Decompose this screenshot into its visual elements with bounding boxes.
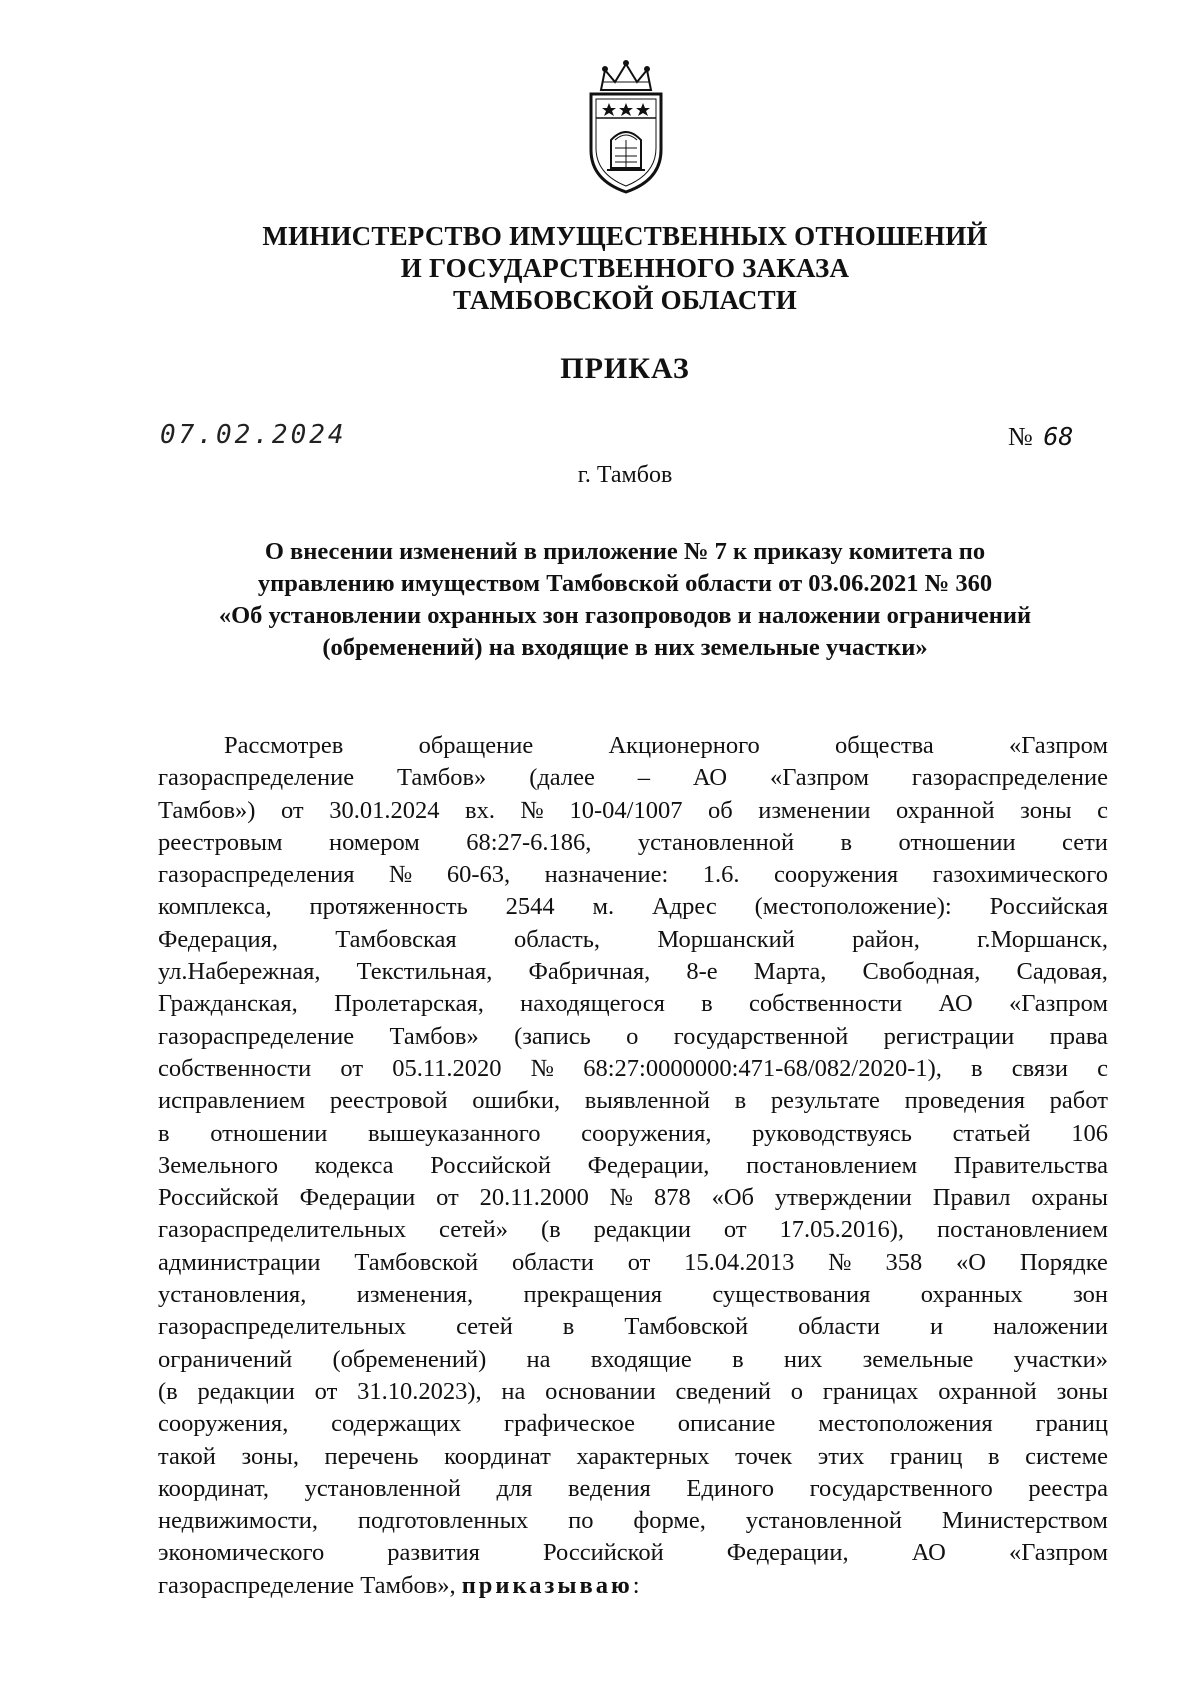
body-word: Российской xyxy=(158,1184,279,1212)
body-word: Моршанский xyxy=(657,925,795,953)
body-word: реестра xyxy=(1028,1474,1108,1502)
body-line xyxy=(158,1053,1108,1085)
body-word: постановлением xyxy=(746,1151,918,1179)
body-line xyxy=(158,1344,1108,1376)
body-word: Акционерного xyxy=(608,732,760,759)
body-word: охраны xyxy=(1031,1184,1108,1212)
body-line xyxy=(158,956,1108,988)
body-word: (запись xyxy=(514,1022,591,1050)
body-word: местоположения xyxy=(818,1410,993,1438)
body-word: АО xyxy=(692,764,728,792)
body-word: Российской xyxy=(542,1539,664,1567)
body-word: границ xyxy=(1035,1410,1108,1438)
number-label: № xyxy=(1008,422,1033,451)
body-word: установленной xyxy=(745,1507,902,1535)
body-word: № xyxy=(530,1054,555,1082)
body-word: (далее xyxy=(529,764,595,792)
body-word: права xyxy=(1049,1022,1108,1050)
body-word: 8-е xyxy=(686,958,718,986)
body-word: об xyxy=(708,796,733,824)
body-word: этих xyxy=(817,1442,865,1470)
body-word: зон xyxy=(1073,1281,1108,1309)
body-word: Адрес xyxy=(651,893,717,921)
body-word: них xyxy=(783,1345,823,1373)
body-line xyxy=(158,859,1108,891)
body-word: 68:27:0000000:471-68/082/2020-1), xyxy=(583,1054,942,1082)
body-line xyxy=(158,1311,1108,1343)
body-word: от xyxy=(340,1054,364,1082)
ministry-line: И ГОСУДАРСТВЕННОГО ЗАКАЗА xyxy=(400,253,850,283)
body-word: Гражданская, xyxy=(158,990,298,1018)
body-word: Федерации, xyxy=(726,1539,849,1567)
body-word: результате xyxy=(770,1087,880,1115)
body-word: входящие xyxy=(590,1345,692,1373)
body-word: развития xyxy=(387,1539,480,1567)
body-word: редакции xyxy=(197,1377,295,1405)
city: г. Тамбов xyxy=(577,462,673,488)
body-word: в xyxy=(562,1313,575,1341)
body-word: сооружения, xyxy=(581,1119,712,1147)
body-word: охранных xyxy=(920,1281,1023,1309)
body-word: от xyxy=(436,1184,459,1212)
body-word: содержащих xyxy=(331,1410,462,1438)
body-word: описание xyxy=(677,1410,776,1438)
body-word: в xyxy=(971,1054,983,1082)
order-number xyxy=(1008,422,1073,452)
body-word: «Газпром xyxy=(1008,732,1108,759)
body-word: г.Моршанск, xyxy=(977,925,1108,953)
body-word: 2544 xyxy=(505,893,555,921)
body-word: участки» xyxy=(1013,1345,1108,1373)
body-word: выявленной xyxy=(584,1087,710,1115)
body-word: постановлением xyxy=(936,1216,1108,1244)
body-word: «Газпром xyxy=(1008,1539,1108,1567)
body-word: газораспределение xyxy=(158,1022,355,1050)
body-word: изменении xyxy=(758,796,871,824)
body-word: общества xyxy=(835,732,934,759)
document-type: ПРИКАЗ xyxy=(560,352,690,385)
coat-of-arms-icon xyxy=(571,58,681,198)
body-word: сетей xyxy=(456,1313,513,1341)
body-word: Тамбовской xyxy=(624,1313,749,1341)
body-line xyxy=(158,1537,1108,1569)
body-word: о xyxy=(790,1377,804,1405)
body-word: охранной xyxy=(938,1377,1037,1405)
body-word: зоны, xyxy=(241,1442,299,1470)
body-word: работ xyxy=(1049,1087,1108,1115)
body-line xyxy=(158,1473,1108,1505)
body-word: Федерации xyxy=(299,1184,416,1212)
body-word: сооружения, xyxy=(158,1410,289,1438)
body-word: № xyxy=(389,861,413,889)
body-word: Пролетарская, xyxy=(334,990,484,1018)
body-word: по xyxy=(568,1507,594,1535)
body-word: форме, xyxy=(633,1507,706,1535)
body-word: утверждении xyxy=(774,1184,912,1212)
body-word: охранной xyxy=(896,796,995,824)
body-word: отношении xyxy=(210,1119,328,1147)
body-word: № xyxy=(520,796,544,824)
body-line xyxy=(158,1441,1108,1473)
body-word: редакции xyxy=(593,1216,691,1244)
body-line xyxy=(158,1118,1108,1150)
body-word: 68:27-6.186, xyxy=(466,828,592,856)
body-word: Тамбов» xyxy=(397,764,487,792)
body-word: Правительства xyxy=(953,1151,1108,1179)
body-word: 31.10.2023), xyxy=(357,1377,482,1405)
body-word: протяженность xyxy=(309,893,468,921)
body-line xyxy=(158,730,1108,762)
body-word: зоны xyxy=(1020,796,1072,824)
body-word: 106 xyxy=(1071,1119,1108,1147)
body-word: Российской xyxy=(430,1151,551,1179)
body-word: 358 xyxy=(885,1248,923,1276)
body-word: и xyxy=(929,1313,944,1341)
body-word: исправлением xyxy=(158,1087,306,1115)
ministry-line: МИНИСТЕРСТВО ИМУЩЕСТВЕННЫХ ОТНОШЕНИЙ xyxy=(262,221,988,251)
subject-line: управлению имуществом Тамбовской области от 03.06.2021 № 360 xyxy=(257,570,993,597)
body-line xyxy=(158,1408,1108,1440)
body-line xyxy=(158,924,1108,956)
body-word: подготовленных xyxy=(357,1507,529,1535)
body-word: установленной xyxy=(637,828,795,856)
body-word: вх. xyxy=(465,796,495,824)
body-word: области xyxy=(798,1313,880,1341)
body-word: газораспределения xyxy=(158,861,355,889)
body-word: – xyxy=(637,764,651,792)
body-word: зоны xyxy=(1056,1377,1108,1405)
body-word: на xyxy=(526,1345,551,1373)
order-colon: : xyxy=(632,1571,640,1599)
body-word: наложении xyxy=(993,1313,1108,1341)
body-word: существования xyxy=(712,1281,871,1309)
body-word: Тамбов») xyxy=(158,796,256,824)
body-word: системе xyxy=(1025,1442,1108,1470)
body-line xyxy=(158,891,1108,923)
body-word: характерных xyxy=(576,1442,710,1470)
body-word: 05.11.2020 xyxy=(392,1054,502,1082)
order-word: приказываю xyxy=(461,1571,633,1599)
body-word: экономического xyxy=(158,1539,325,1567)
body-word: от xyxy=(314,1377,338,1405)
body-word: кодекса xyxy=(314,1151,394,1179)
body-word: 1.6. xyxy=(702,861,740,889)
body-line-last xyxy=(158,1570,1108,1602)
body-word: реестровым xyxy=(158,828,283,856)
body-word: «О xyxy=(956,1248,986,1276)
body-word: «Об xyxy=(711,1184,754,1212)
body-word: (в xyxy=(540,1216,561,1244)
body-word: от xyxy=(723,1216,747,1244)
ministry-line: ТАМБОВСКОЙ ОБЛАСТИ xyxy=(452,285,798,315)
body-word: район, xyxy=(852,925,920,953)
body-word: с xyxy=(1097,1054,1108,1082)
body-line xyxy=(158,795,1108,827)
body-line xyxy=(158,762,1108,794)
body-line xyxy=(158,827,1108,859)
body-word: основании xyxy=(545,1377,656,1405)
body-word: государственной xyxy=(673,1022,849,1050)
body-line xyxy=(158,1247,1108,1279)
body-paragraph xyxy=(158,730,1108,1602)
body-word: Федерации, xyxy=(587,1151,710,1179)
body-word: от xyxy=(281,796,304,824)
body-word: 30.01.2024 xyxy=(329,796,440,824)
body-word: Марта, xyxy=(753,958,827,986)
body-word: «Газпром xyxy=(1008,990,1108,1018)
body-word: точек xyxy=(735,1442,793,1470)
body-word: области xyxy=(511,1248,594,1276)
body-word: АО xyxy=(911,1539,946,1567)
body-word: м. xyxy=(592,893,615,921)
body-word: координат, xyxy=(158,1474,270,1502)
body-word: сети xyxy=(1062,828,1108,856)
body-word: недвижимости, xyxy=(158,1507,319,1535)
body-word: в xyxy=(701,990,713,1018)
body-word: (обременений) xyxy=(332,1345,487,1373)
subject-line: (обременений) на входящие в них земельные участки» xyxy=(322,634,928,661)
order-date: 07.02.2024 xyxy=(160,420,347,450)
body-word: реестровой xyxy=(329,1087,448,1115)
body-word: область, xyxy=(513,925,601,953)
body-word: «Газпром xyxy=(769,764,869,792)
body-word: ул.Набережная, xyxy=(158,958,321,986)
body-word: администрации xyxy=(158,1248,321,1276)
body-word: статьей xyxy=(952,1119,1031,1147)
body-word: графическое xyxy=(504,1410,635,1438)
body-word: 60-63, xyxy=(446,861,511,889)
body-word: Садовая, xyxy=(1016,958,1108,986)
body-line xyxy=(158,988,1108,1020)
body-word: в xyxy=(732,1345,744,1373)
body-word: руководствуясь xyxy=(752,1119,912,1147)
body-word: в xyxy=(988,1442,1000,1470)
body-word: газораспределение xyxy=(158,764,355,792)
body-word: ограничений xyxy=(158,1345,293,1373)
body-word: на xyxy=(501,1377,526,1405)
body-word: газораспределительных xyxy=(158,1313,407,1341)
body-word: отношении xyxy=(898,828,1016,856)
body-word: номером xyxy=(328,828,420,856)
body-word: Российская xyxy=(989,893,1108,921)
body-word: назначение: xyxy=(544,861,669,889)
body-word: собственности xyxy=(749,990,903,1018)
body-word: Порядке xyxy=(1019,1248,1108,1276)
body-word: 878 xyxy=(653,1184,691,1212)
body-word: установленной xyxy=(304,1474,461,1502)
body-line xyxy=(158,1150,1108,1182)
body-word: газораспределительных xyxy=(158,1216,407,1244)
body-word: прекращения xyxy=(523,1281,663,1309)
body-word: Тамбовской xyxy=(354,1248,479,1276)
body-word: ведения xyxy=(568,1474,651,1502)
ministry-name xyxy=(0,220,1200,316)
body-word: Тамбовская xyxy=(335,925,457,953)
body-word: газораспределение xyxy=(911,764,1108,792)
body-word: с xyxy=(1097,796,1108,824)
body-word: газохимического xyxy=(932,861,1108,889)
body-word: Единого xyxy=(686,1474,774,1502)
body-word: АО xyxy=(938,990,973,1018)
subject-line: О внесении изменений в приложение № 7 к приказу комитета по xyxy=(264,538,986,565)
body-word: изменения, xyxy=(356,1281,474,1309)
body-word: № xyxy=(828,1248,852,1276)
body-word: сведений xyxy=(675,1377,771,1405)
body-word: собственности xyxy=(158,1054,312,1082)
body-word: земельные xyxy=(862,1345,974,1373)
body-word: ошибки, xyxy=(472,1087,561,1115)
body-line xyxy=(158,1505,1108,1537)
body-word: границ xyxy=(889,1442,963,1470)
body-word: комплекса, xyxy=(158,893,272,921)
body-word: 20.11.2000 xyxy=(479,1184,589,1212)
body-word: государственного xyxy=(809,1474,993,1502)
body-line xyxy=(158,1182,1108,1214)
body-line xyxy=(158,1085,1108,1117)
body-word: такой xyxy=(158,1442,216,1470)
body-word: координат xyxy=(444,1442,551,1470)
body-word: (местоположение): xyxy=(754,893,952,921)
subject-line: «Об установлении охранных зон газопроводов и наложении ограничений xyxy=(218,602,1032,629)
body-word: № xyxy=(609,1184,634,1212)
body-word: сетей» xyxy=(439,1216,509,1244)
body-word: Земельного xyxy=(158,1151,278,1179)
body-word: (в xyxy=(158,1377,178,1405)
body-word: для xyxy=(496,1474,533,1502)
body-word: обращение xyxy=(418,732,534,759)
body-word: регистрации xyxy=(883,1022,1015,1050)
body-last-text: газораспределение Тамбов», xyxy=(158,1571,456,1599)
body-word: в xyxy=(734,1087,747,1115)
body-line xyxy=(158,1376,1108,1408)
number-value: 68 xyxy=(1043,422,1074,451)
body-word: в xyxy=(840,828,853,856)
body-word: связи xyxy=(1011,1054,1068,1082)
body-word: в xyxy=(158,1119,170,1147)
body-word: Правил xyxy=(932,1184,1011,1212)
body-word: Тамбов» xyxy=(389,1022,479,1050)
body-word: сооружения xyxy=(773,861,899,889)
body-word: Федерация, xyxy=(158,925,278,953)
body-word: от xyxy=(627,1248,651,1276)
body-word: о xyxy=(626,1022,639,1050)
body-word: 17.05.2016), xyxy=(779,1216,905,1244)
body-word: проведения xyxy=(904,1087,1026,1115)
order-subject xyxy=(130,536,1120,664)
body-word: установления, xyxy=(158,1281,307,1309)
body-line xyxy=(158,1279,1108,1311)
body-word: Текстильная, xyxy=(356,958,493,986)
body-word: 15.04.2013 xyxy=(684,1248,795,1276)
body-line xyxy=(158,1021,1108,1053)
body-line xyxy=(158,1214,1108,1246)
body-word: границах xyxy=(822,1377,919,1405)
body-word: 10-04/1007 xyxy=(569,796,683,824)
body-word: находящегося xyxy=(520,990,665,1018)
body-word: Фабричная, xyxy=(528,958,651,986)
body-word: Рассмотрев xyxy=(224,732,344,759)
body-word: Министерством xyxy=(941,1507,1108,1535)
body-word: Свободная, xyxy=(862,958,981,986)
body-word: вышеуказанного xyxy=(367,1119,541,1147)
body-word: перечень xyxy=(324,1442,419,1470)
